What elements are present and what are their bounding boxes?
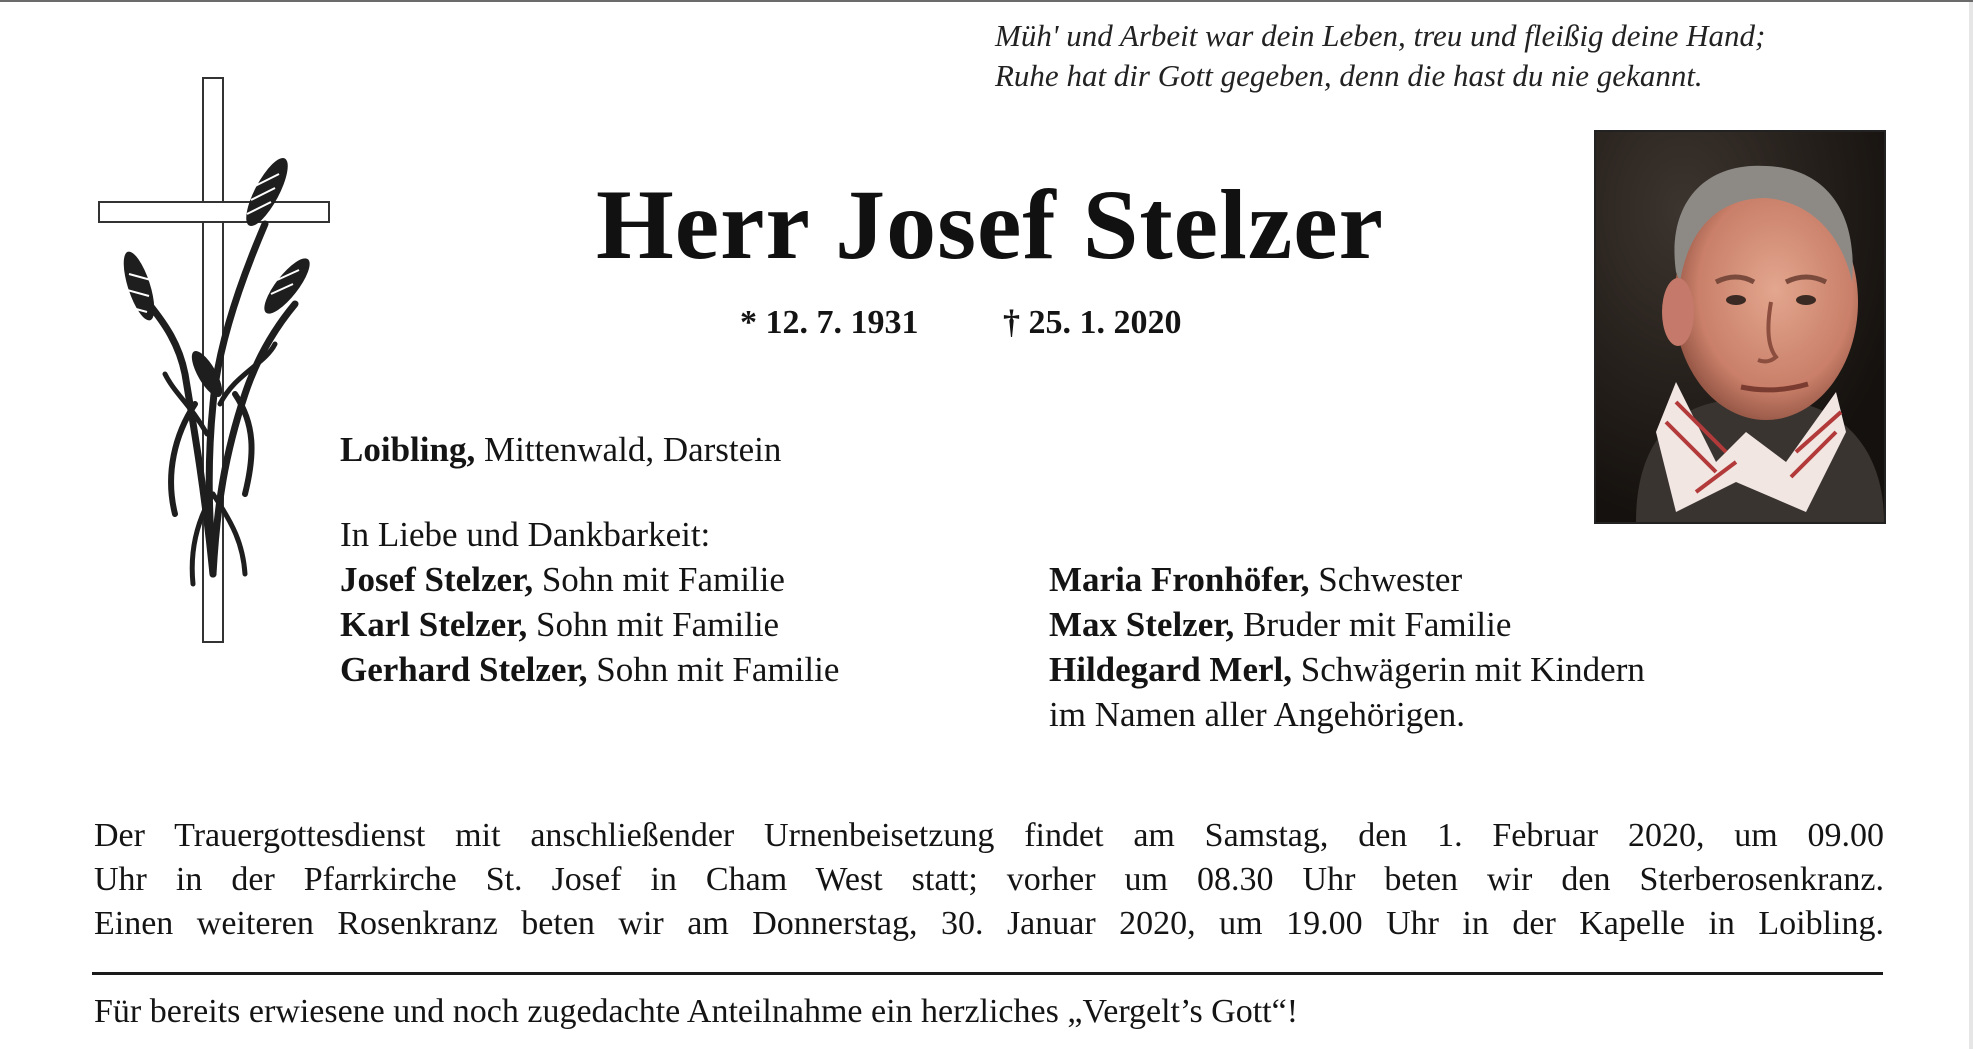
footer-thanks: Für bereits erwiesene und noch zugedachte Anteilnahme ein herzliches „Vergelt’s Gott“! (94, 993, 1299, 1030)
mourner-name: Hildegard Merl, (1049, 650, 1293, 689)
mourner-relation: Schwägerin mit Kindern (1292, 650, 1645, 689)
mourner-relation: Bruder mit Familie (1234, 605, 1512, 644)
quote-line-2: Ruhe hat dir Gott gegeben, denn die hast du nie gekannt. (995, 58, 1703, 93)
place-primary: Loibling, (340, 430, 476, 469)
mourner-entry (340, 602, 839, 647)
deceased-name: Herr Josef Stelzer (596, 169, 1384, 280)
mourners-closing: im Namen aller Angehörigen. (1049, 695, 1465, 734)
mourner-name: Max Stelzer, (1049, 605, 1235, 644)
mourners-right-column (1049, 557, 1645, 737)
life-dates (740, 302, 1182, 344)
thanks-line: In Liebe und Dankbarkeit: (340, 515, 711, 554)
service-notice-line-3: Einen weiteren Rosenkranz beten wir am Donnerstag, 30. Januar 2020, um 19.00 Uhr in der Kapelle in Loibling. (94, 905, 1884, 942)
service-notice-line-1: Der Trauergottesdienst mit anschließender Urnenbeisetzung findet am Samstag, den 1. Februar 2020, um 09.00 (94, 817, 1884, 854)
memorial-quote (995, 16, 1895, 96)
service-notice-line-2: Uhr in der Pfarrkirche St. Josef in Cham West statt; vorher um 08.30 Uhr beten wir den Sterberosenkranz. (94, 861, 1884, 898)
death-date: † 25. 1. 2020 (1003, 304, 1182, 341)
portrait-photo (1594, 130, 1886, 524)
cross-with-wheat-icon (95, 74, 335, 646)
place-others: Mittenwald, Darstein (475, 430, 782, 469)
mourner-entry (340, 647, 839, 692)
mourner-relation: Sohn mit Familie (527, 605, 780, 644)
birth-date: * 12. 7. 1931 (740, 304, 919, 341)
mourners-left-column (340, 557, 839, 692)
mourner-name: Gerhard Stelzer, (340, 650, 588, 689)
places-line (340, 427, 781, 472)
mourner-name: Karl Stelzer, (340, 605, 528, 644)
divider-rule (92, 972, 1883, 975)
mourner-entry (1049, 647, 1645, 692)
mourner-name: Josef Stelzer, (340, 560, 534, 599)
mourner-entry (1049, 557, 1645, 602)
service-notice (94, 814, 1884, 946)
mourner-relation: Sohn mit Familie (533, 560, 785, 599)
page-edge (1969, 2, 1973, 1049)
mourner-entry (1049, 602, 1645, 647)
mourner-name: Maria Fronhöfer, (1049, 560, 1310, 599)
mourner-relation: Schwester (1309, 560, 1463, 599)
portrait-illustration (1596, 132, 1884, 522)
quote-line-1: Müh' und Arbeit war dein Leben, treu und fleißig deine Hand; (995, 18, 1766, 53)
mourner-entry (340, 557, 839, 602)
mourner-relation: Sohn mit Familie (587, 650, 840, 689)
